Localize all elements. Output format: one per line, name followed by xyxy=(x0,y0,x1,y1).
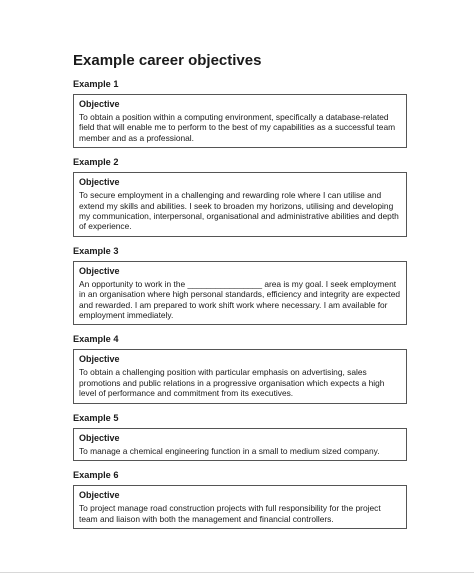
objective-box xyxy=(73,428,407,461)
objective-text: To secure employment in a challenging and rewarding role where I can utilise and extend my skills and abilities. I seek to broaden my horizons, utilising and developing my communication, interpersonal, organisational and administrative abilities and depth of experience. xyxy=(79,190,399,232)
objective-heading: Objective xyxy=(79,265,120,276)
objective-box xyxy=(73,349,407,403)
example-label: Example 4 xyxy=(73,334,119,345)
example-section-5 xyxy=(73,413,407,461)
example-section-6 xyxy=(73,470,407,529)
objective-box xyxy=(73,172,407,237)
objective-box xyxy=(73,261,407,326)
objective-heading: Objective xyxy=(79,99,120,109)
example-label: Example 1 xyxy=(73,79,119,89)
example-label: Example 6 xyxy=(73,470,119,481)
objective-text: To obtain a challenging position with particular emphasis on advertising, sales promotions and public relations in a progressive organisation which expects a high level of performance and commitment from its executives. xyxy=(79,367,385,399)
example-section-3 xyxy=(73,246,407,326)
objective-box xyxy=(73,94,407,148)
objective-text: To manage a chemical engineering function in a small to medium sized company. xyxy=(79,445,380,456)
example-section-2 xyxy=(73,157,407,237)
example-section-1 xyxy=(73,79,407,148)
example-label: Example 2 xyxy=(73,157,119,168)
page-title: Example career objectives xyxy=(73,52,262,69)
objective-heading: Objective xyxy=(79,490,120,501)
document-page xyxy=(73,52,407,538)
objective-text: An opportunity to work in the ________________ area is my goal. I seek employment in an organisation where high personal standards, efficiency and integrity are expected and rewarded. I am prepared to work shift work where necessary. I am available for employment immediately. xyxy=(79,278,401,321)
objective-heading: Objective xyxy=(79,177,120,188)
objective-box xyxy=(73,485,407,529)
objective-heading: Objective xyxy=(79,354,120,365)
objective-text: To obtain a position within a computing environment, specifically a database-related field that will enable me to perform to the best of my capabilities as a successful team member and as a professional. xyxy=(79,112,396,143)
example-label: Example 3 xyxy=(73,245,119,256)
objective-text: To project manage road construction projects with full responsibility for the project team and liaison with both the management and financial controllers. xyxy=(79,503,381,524)
example-section-4 xyxy=(73,334,407,403)
objective-heading: Objective xyxy=(79,432,120,443)
example-label: Example 5 xyxy=(73,412,119,423)
page-bottom-divider xyxy=(0,572,474,573)
